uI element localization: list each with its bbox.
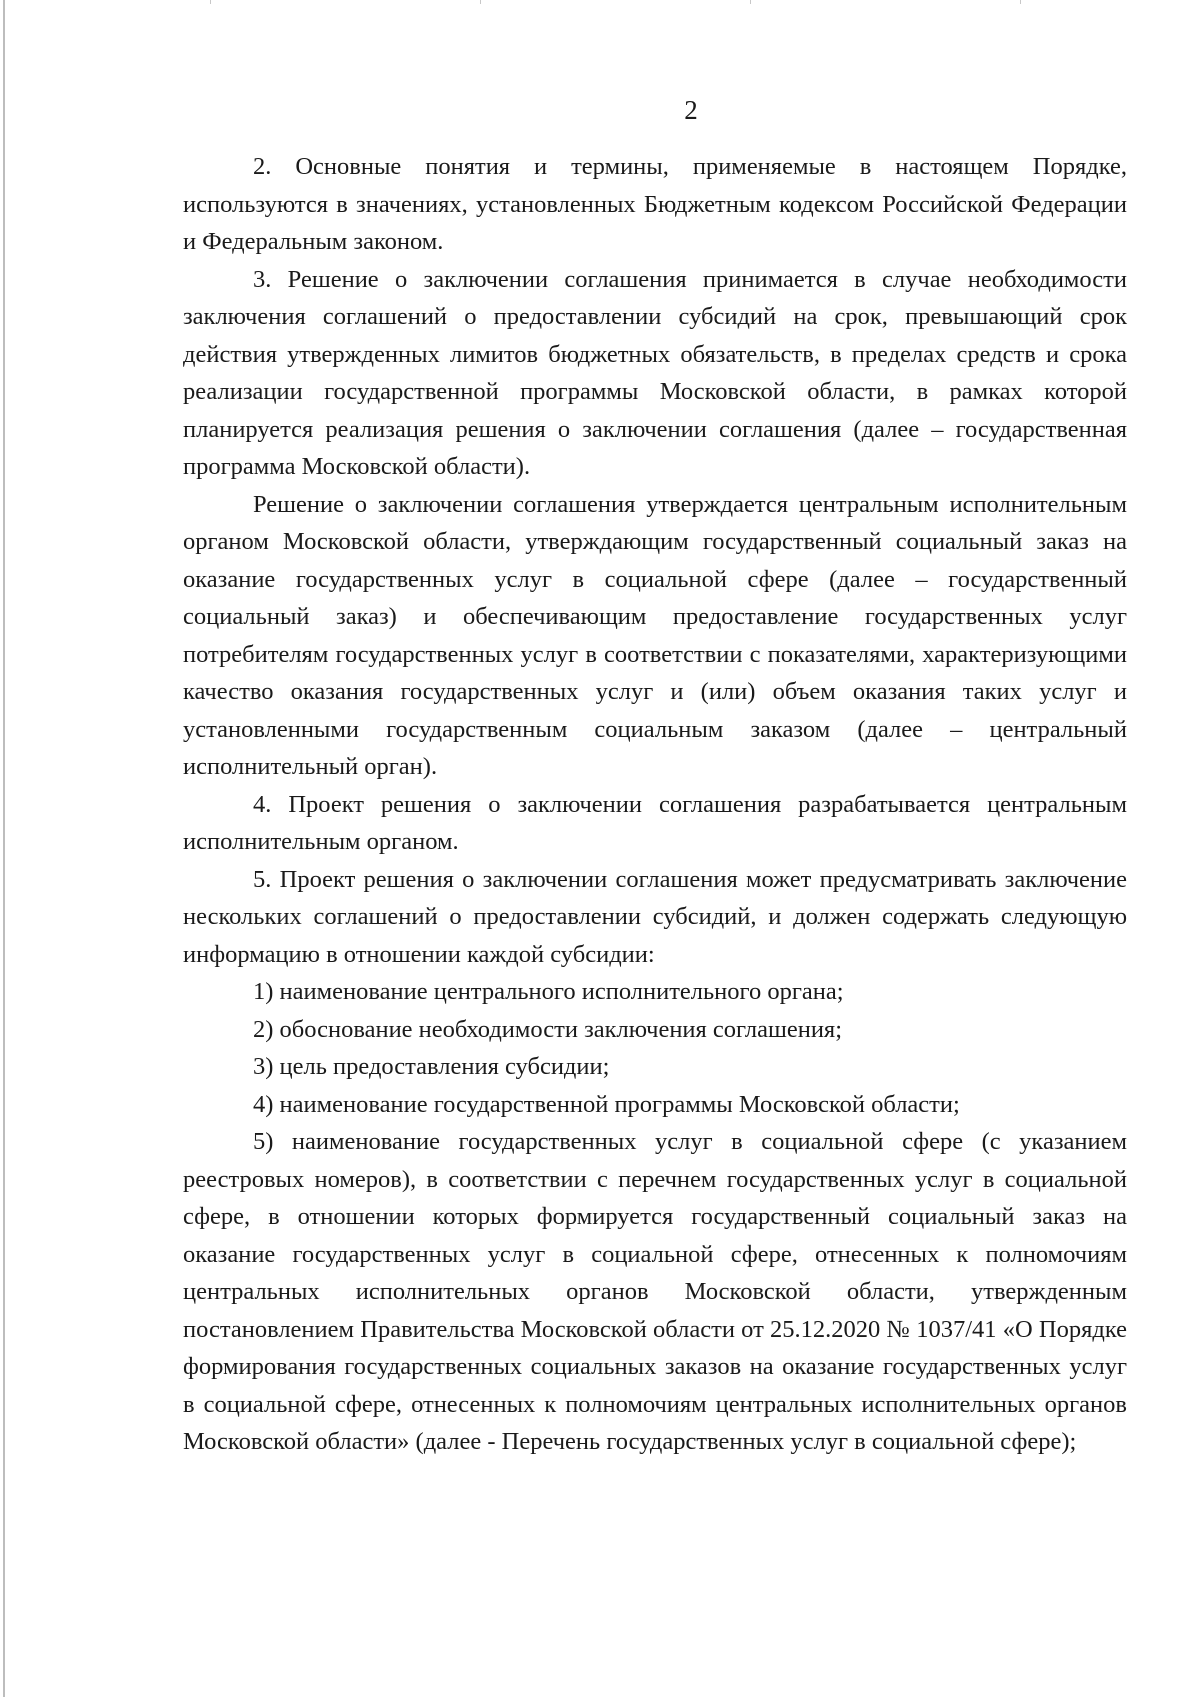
list-item-2: 2) обоснование необходимости заключения соглашения;	[253, 1015, 843, 1043]
paragraph-5-draft-content: 5. Проект решения о заключении соглашения может предусматривать заключение нескольких соглашений о предоставлении субсидий, и должен содержать следующую информацию в отношении каждой субсидии:	[183, 865, 1127, 968]
list-item-5: 5) наименование государственных услуг в социальной сфере (с указанием реестровых номеров), в соответствии с перечнем государственных услуг в социальной сфере, в отношении которых формируется государственный социальный заказ на оказание государственных услуг в социальной сфере, отнесенных к полномочиям центральных исполнительных органов Московской области, утвержденным постановлением Правительства Московской области от 25.12.2020 № 1037/41 «О Порядке формирования государственных социальных заказов на оказание государственных услуг в социальной сфере, отнесенных к полномочиям центральных исполнительных органов Московской области» (далее - Перечень государственных услуг в социальной сфере);	[183, 1128, 1127, 1455]
paragraph-decision-approval: Решение о заключении соглашения утверждается центральным исполнительным органом Московской области, утверждающим государственный социальный заказ на оказание государственных услуг в социальной сфере (далее – государственный социальный заказ) и обеспечивающим предоставление государственных услуг потребителям государственных услуг в соответствии с показателями, характеризующими качество оказания государственных услуг и (или) объем оказания таких услуг и установленными государственным социальным заказом (далее – центральный исполнительный орган).	[183, 490, 1127, 780]
paragraph-2-terms: 2. Основные понятия и термины, применяемые в настоящем Порядке, используются в значениях, установленных Бюджетным кодексом Российской Федерации и Федеральным законом.	[183, 153, 1127, 255]
list-item-4: 4) наименование государственной программы Московской области;	[253, 1090, 960, 1118]
scan-edge-line	[3, 0, 5, 1697]
paragraph-4-draft: 4. Проект решения о заключении соглашения разрабатывается центральным исполнительным органом.	[183, 790, 1127, 855]
paragraph-3-decision: 3. Решение о заключении соглашения принимается в случае необходимости заключения соглашений о предоставлении субсидий на срок, превышающий срок действия утвержденных лимитов бюджетных обязательств, в пределах средств и срока реализации государственной программы Московской области, в рамках которой планируется реализация решения о заключении соглашения (далее – государственная программа Московской области).	[183, 265, 1127, 480]
page-number: 2	[684, 95, 698, 125]
scan-top-marks	[0, 0, 1200, 6]
list-item-1: 1) наименование центрального исполнительного органа;	[253, 978, 844, 1005]
list-item-3: 3) цель предоставления субсидии;	[253, 1053, 610, 1080]
document-body	[183, 148, 1127, 1461]
